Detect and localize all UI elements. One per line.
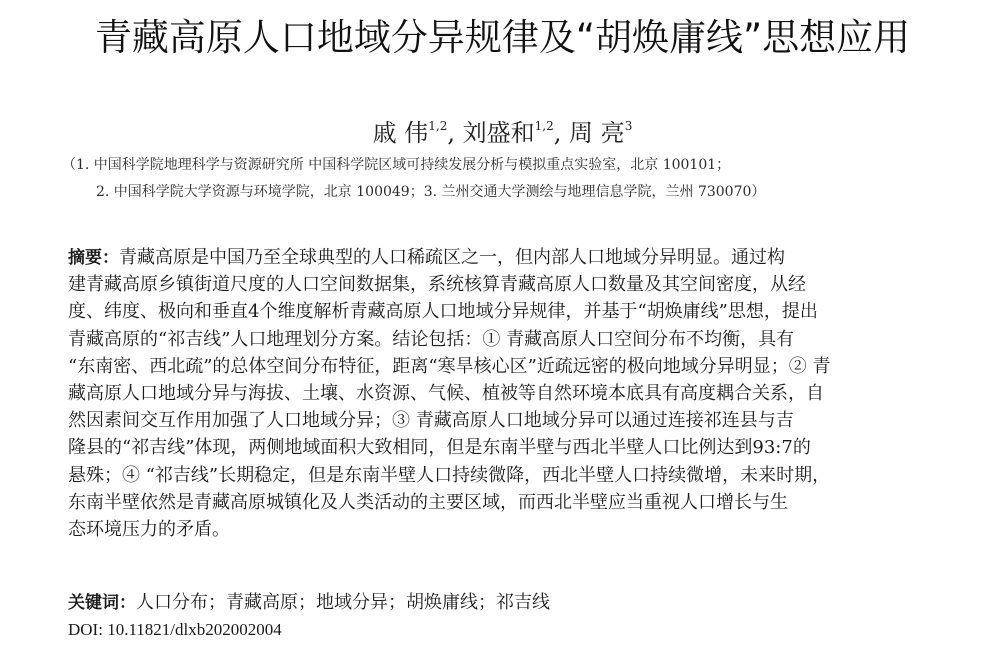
author-name: 周 亮 — [569, 119, 625, 147]
doi: DOI: 10.11821/dlxb202002004 — [68, 620, 282, 639]
abstract-line — [68, 244, 948, 271]
affiliation-line: 2. 中国科学院大学资源与环境学院，北京 100049；3. 兰州交通大学测绘与地理信息学院，兰州 730070） — [96, 184, 766, 200]
keywords — [68, 590, 550, 616]
author-affiliation-marker: 1,2 — [534, 119, 554, 133]
author-separator: , — [447, 119, 456, 147]
abstract-line: “东南密、西北疏”的总体空间分布特征，距离“寒旱核心区”近疏远密的极向地域分异明显；② 青 — [68, 355, 831, 377]
affiliation-line: （1. 中国科学院地理科学与资源研究所 中国科学院区域可持续发展分析与模拟重点实验室，北京 100101； — [62, 157, 731, 173]
abstract — [68, 244, 948, 543]
abstract-line: 态环境压力的矛盾。 — [68, 518, 230, 540]
abstract-line: 隆县的“祁吉线”体现，两侧地域面积大致相同，但是东南半壁与西北半壁人口比例达到93:7的 — [68, 437, 811, 459]
author-name: 戚 伟 — [372, 119, 429, 147]
abstract-line: 东南半壁依然是青藏高原城镇化及人类活动的主要区域，而西北半壁应当重视人口增长与生 — [68, 491, 788, 513]
abstract-label: 摘要： — [68, 248, 119, 268]
author-name: 刘盛和 — [462, 119, 535, 147]
keywords-text: 人口分布；青藏高原；地域分异；胡焕庸线；祁吉线 — [136, 592, 550, 613]
abstract-line: 悬殊；④ “祁吉线”长期稳定，但是东南半壁人口持续微降，西北半壁人口持续微增，未来时期， — [68, 464, 831, 486]
author-list — [0, 112, 1005, 149]
abstract-line: 藏高原人口地域分异与海拔、土壤、水资源、气候、植被等自然环境本底具有高度耦合关系，自 — [68, 382, 824, 404]
abstract-line: 然因素间交互作用加强了人口地域分异；③ 青藏高原人口地域分异可以通过连接祁连县与吉 — [68, 410, 794, 432]
paper-title: 青藏高原人口地域分异规律及“胡焕庸线”思想应用 — [94, 16, 911, 59]
abstract-line: 青藏高原的“祁吉线”人口地理划分方案。结论包括：① 青藏高原人口空间分布不均衡，具有 — [68, 328, 795, 350]
keywords-label: 关键词： — [68, 593, 136, 613]
author-affiliation-marker: 1,2 — [428, 119, 448, 133]
abstract-line: 建青藏高原乡镇街道尺度的人口空间数据集，系统核算青藏高原人口数量及其空间密度，从经 — [68, 274, 806, 296]
abstract-line: 度、纬度、极向和垂直4个维度解析青藏高原人口地域分异规律，并基于“胡焕庸线”思想，提出 — [68, 301, 818, 323]
author-separator: , — [553, 119, 562, 147]
abstract-text: 青藏高原是中国乃至全球典型的人口稀疏区之一，但内部人口地域分异明显。通过构 — [119, 247, 785, 268]
author-affiliation-marker: 3 — [624, 119, 633, 133]
